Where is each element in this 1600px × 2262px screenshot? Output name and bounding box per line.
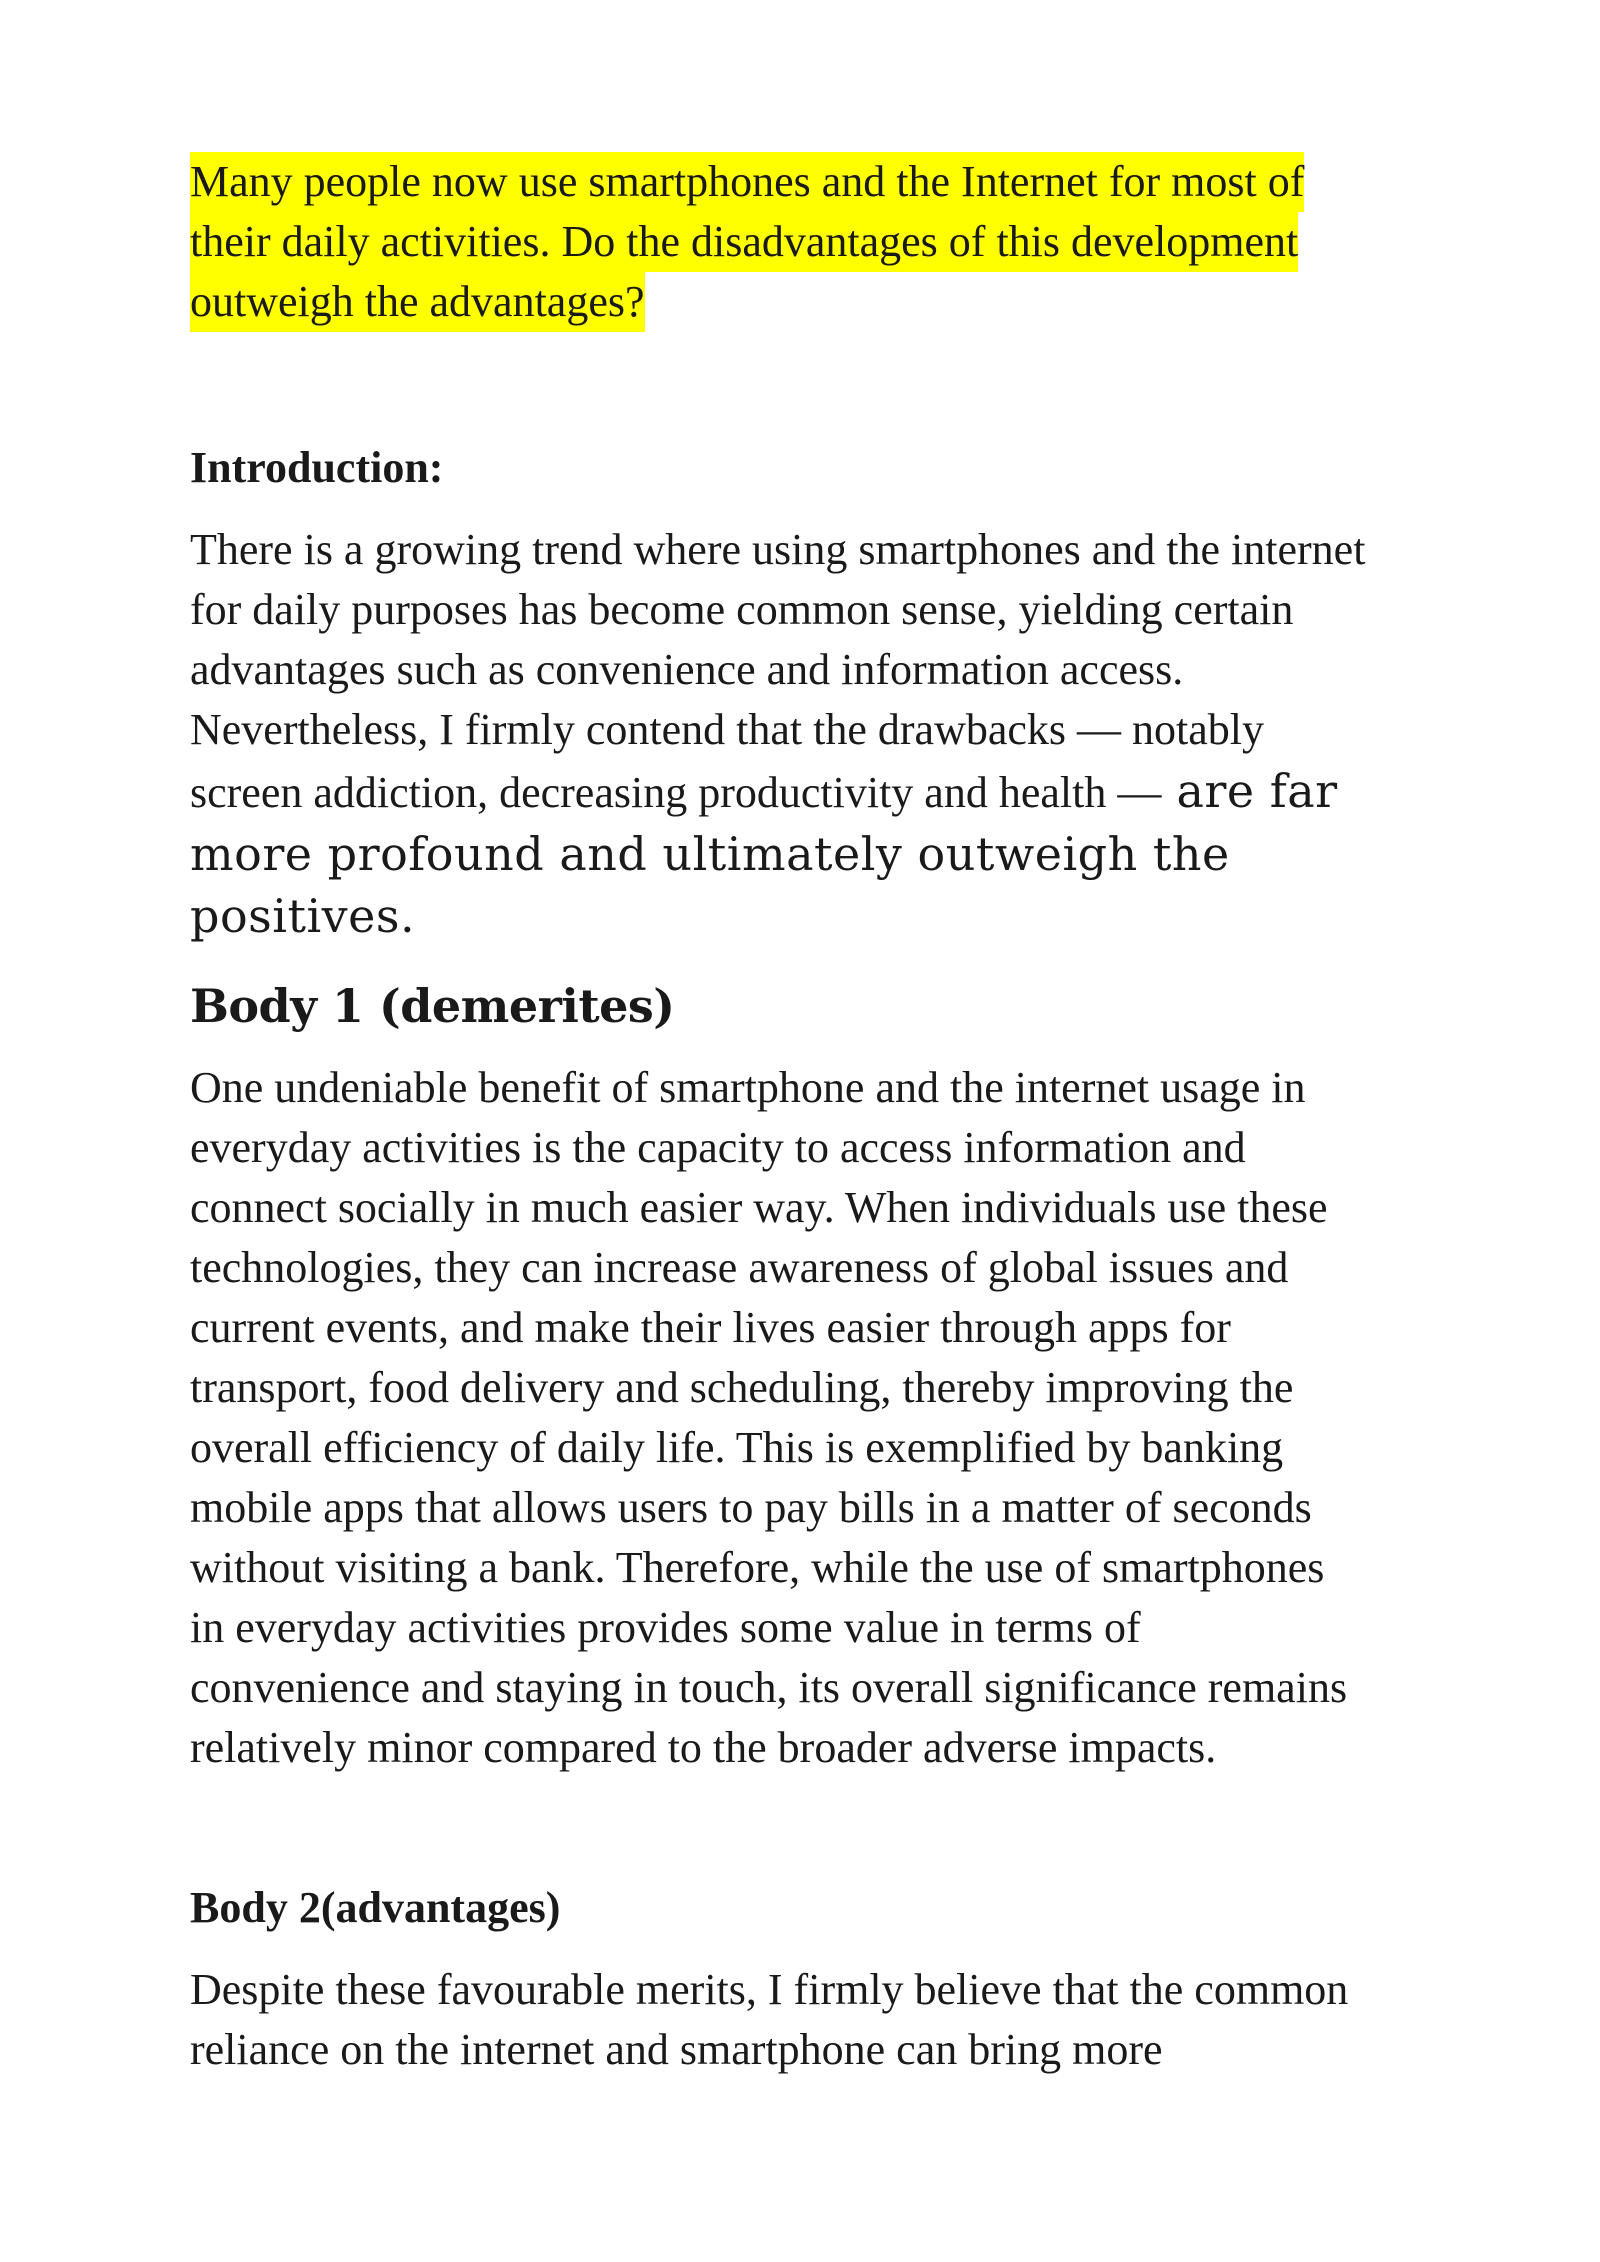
paragraph-line: without visiting a bank. Therefore, while the use of smartphones (190, 1543, 1325, 1592)
paragraph-line-alt-font: positives. (190, 889, 416, 943)
paragraph-line: transport, food delivery and scheduling, thereby improving the (190, 1363, 1294, 1412)
paragraph-line: convenience and staying in touch, its overall significance remains (190, 1663, 1348, 1712)
paragraph-line: mobile apps that allows users to pay bills in a matter of seconds (190, 1483, 1312, 1532)
paragraph-line-alt-font: more profound and ultimately outweigh the (190, 827, 1230, 881)
body1-heading: Body 1 (demerites) (190, 979, 675, 1033)
paragraph-text: screen addiction, decreasing productivity and health — (190, 768, 1162, 817)
introduction-paragraph (190, 520, 1510, 947)
introduction-heading: Introduction: (190, 443, 444, 492)
paragraph-line: overall efficiency of daily life. This is exemplified by banking (190, 1423, 1284, 1472)
paragraph-line: technologies, they can increase awareness of global issues and (190, 1243, 1289, 1292)
highlighted-prompt-text (190, 152, 1470, 332)
body2-heading: Body 2(advantages) (190, 1883, 561, 1932)
body1-paragraph (190, 1058, 1510, 1778)
paragraph-line: One undeniable benefit of smartphone and the internet usage in (190, 1063, 1306, 1112)
paragraph-line: in everyday activities provides some value in terms of (190, 1603, 1141, 1652)
paragraph-line (190, 760, 1510, 823)
paragraph-line: Despite these favourable merits, I firmly believe that the common (190, 1965, 1349, 2014)
body2-paragraph (190, 1960, 1510, 2080)
paragraph-line: Nevertheless, I firmly contend that the drawbacks — notably (190, 705, 1265, 754)
prompt-line: Many people now use smartphones and the Internet for most of (190, 152, 1304, 212)
paragraph-line: current events, and make their lives easier through apps for (190, 1303, 1231, 1352)
paragraph-line: everyday activities is the capacity to access information and (190, 1123, 1246, 1172)
paragraph-line: connect socially in much easier way. When individuals use these (190, 1183, 1328, 1232)
essay-prompt (190, 152, 1470, 332)
paragraph-text-alt-font: are far (1161, 764, 1338, 818)
paragraph-line: advantages such as convenience and information access. (190, 645, 1184, 694)
prompt-line: outweigh the advantages? (190, 272, 645, 332)
paragraph-line: for daily purposes has become common sense, yielding certain (190, 585, 1294, 634)
paragraph-line: relatively minor compared to the broader adverse impacts. (190, 1723, 1217, 1772)
prompt-line: their daily activities. Do the disadvantages of this development (190, 212, 1298, 272)
paragraph-line: reliance on the internet and smartphone can bring more (190, 2025, 1163, 2074)
paragraph-line: There is a growing trend where using smartphones and the internet (190, 525, 1366, 574)
